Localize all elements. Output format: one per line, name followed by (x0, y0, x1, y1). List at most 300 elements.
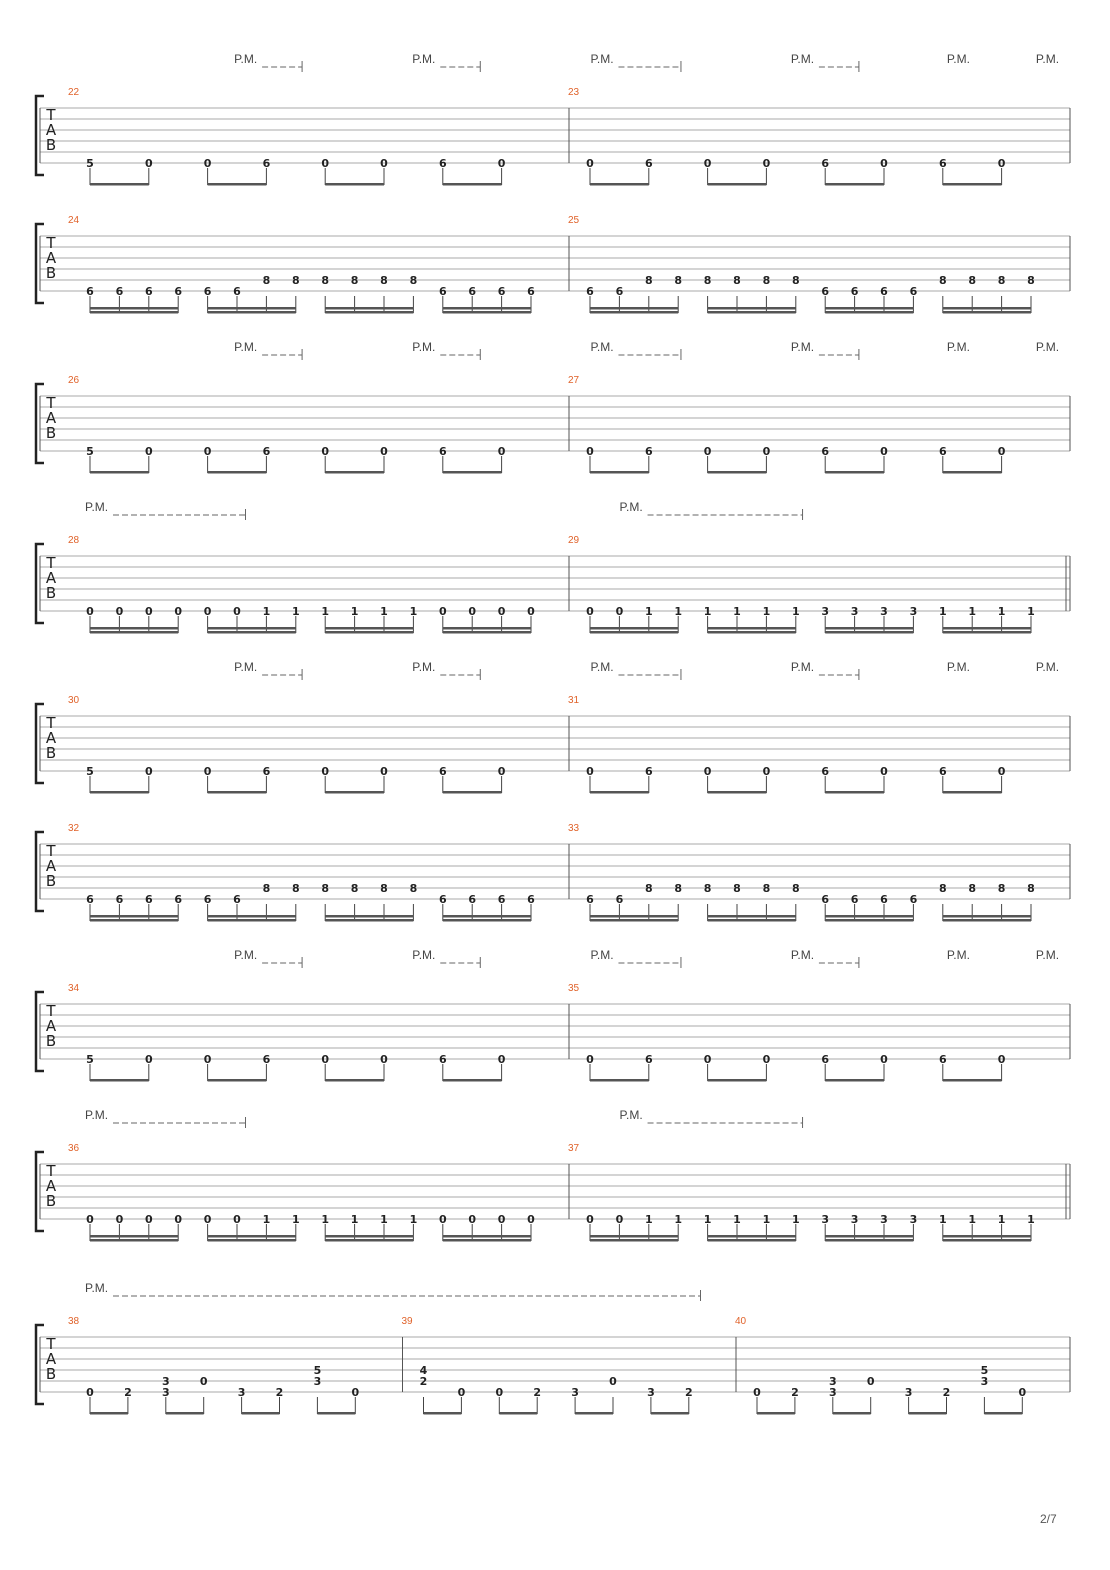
measure-number: 32 (68, 823, 80, 834)
fret-number: 6 (262, 1053, 271, 1066)
measure-number: 24 (68, 215, 80, 226)
palm-mute-label: P.M. (790, 660, 815, 674)
fret-number: 8 (733, 274, 741, 287)
fret-number: 0 (203, 1213, 212, 1226)
palm-mute-label: P.M. (1035, 52, 1060, 66)
beam (590, 631, 678, 634)
fret-number: 8 (968, 882, 977, 895)
fret-number: 0 (199, 1375, 208, 1388)
palm-mute-label: P.M. (1035, 340, 1060, 354)
tab-clef-letter: A (45, 409, 57, 427)
fret-number: 6 (438, 285, 447, 298)
fret-number: 0 (495, 1386, 504, 1399)
fret-number: 0 (203, 765, 212, 778)
tab-clef-letter: A (45, 121, 57, 139)
beam (825, 471, 884, 474)
fret-number: 0 (144, 1053, 153, 1066)
beam (443, 1239, 531, 1242)
fret-number: 0 (380, 765, 388, 778)
fret-number: 8 (321, 882, 330, 895)
fret-number: 6 (203, 285, 212, 298)
fret-number: 1 (1027, 605, 1035, 618)
fret-number: 1 (262, 605, 271, 618)
fret-number: 0 (497, 445, 506, 458)
fret-number: 1 (644, 605, 653, 618)
beam (443, 631, 531, 634)
fret-number: 6 (174, 893, 183, 906)
beam (208, 919, 296, 922)
beam (590, 471, 649, 474)
fret-number: 6 (821, 893, 830, 906)
measure-number: 29 (568, 535, 580, 546)
fret-number: 0 (144, 605, 153, 618)
fret-number: 6 (938, 765, 947, 778)
fret-number: 6 (821, 445, 830, 458)
beam (943, 471, 1002, 474)
fret-number: 1 (380, 605, 388, 618)
fret-number: 8 (1027, 882, 1035, 895)
fret-number: 1 (997, 605, 1006, 618)
fret-number: 0 (321, 765, 330, 778)
fret-number: 1 (968, 1213, 977, 1226)
fret-number: 0 (144, 445, 153, 458)
fret-number: 1 (703, 605, 712, 618)
fret-number: 1 (674, 1213, 683, 1226)
beam (208, 791, 267, 794)
beam (443, 183, 502, 186)
measure-number: 37 (568, 1143, 580, 1154)
beam (708, 631, 796, 634)
beam (708, 183, 767, 186)
palm-mute-label: P.M. (946, 660, 970, 674)
beam-secondary (443, 1235, 531, 1238)
fret-number: 8 (791, 274, 800, 287)
beam-secondary (208, 627, 296, 630)
beam (575, 1412, 613, 1415)
fret-number: 0 (703, 157, 712, 170)
fret-number: 0 (586, 605, 594, 618)
beam (325, 471, 384, 474)
fret-number: 0 (497, 157, 506, 170)
beam (443, 311, 531, 314)
palm-mute-label: P.M. (1035, 660, 1060, 674)
beam (943, 311, 1031, 314)
fret-number: 2 (684, 1386, 693, 1399)
fret-number: 1 (380, 1213, 388, 1226)
beam-secondary (943, 627, 1031, 630)
beam-secondary (90, 1235, 178, 1238)
tab-clef-letter: B (45, 264, 57, 282)
measure-number: 27 (568, 375, 580, 386)
tab-clef-letter: B (45, 1365, 57, 1383)
beam-secondary (325, 1235, 413, 1238)
beam (443, 791, 502, 794)
fret-number: 1 (350, 605, 359, 618)
beam (90, 183, 149, 186)
beam (757, 1412, 795, 1415)
fret-number: 1 (644, 1213, 653, 1226)
beam (325, 919, 413, 922)
fret-number: 8 (291, 274, 300, 287)
beam (825, 183, 884, 186)
fret-number: 0 (586, 765, 594, 778)
beam (943, 183, 1002, 186)
beam-secondary (208, 1235, 296, 1238)
beam-secondary (590, 307, 678, 310)
fret-number: 0 (351, 1386, 360, 1399)
beam (208, 311, 296, 314)
fret-number: 2 (791, 1386, 799, 1399)
tab-clef-letter: A (45, 1350, 57, 1368)
fret-number: 3 (821, 605, 830, 618)
palm-mute-label: P.M. (619, 500, 643, 514)
measure-number: 34 (68, 983, 80, 994)
beam-secondary (90, 627, 178, 630)
fret-number: 5 (86, 765, 94, 778)
beam (424, 1412, 462, 1415)
palm-mute-label: P.M. (234, 52, 258, 66)
fret-number: 0 (497, 765, 506, 778)
beam-secondary (708, 1235, 796, 1238)
palm-mute-label: P.M. (85, 1108, 109, 1122)
beam (708, 791, 767, 794)
measure-number: 23 (568, 87, 580, 98)
fret-number: 0 (468, 1213, 477, 1226)
fret-number: 0 (497, 1213, 506, 1226)
fret-number: 0 (438, 605, 447, 618)
beam-secondary (590, 915, 678, 918)
fret-number: 0 (438, 1213, 447, 1226)
fret-number: 2 (419, 1375, 428, 1388)
fret-number: 0 (527, 605, 535, 618)
fret-number: 6 (850, 893, 859, 906)
tab-clef-letter: T (46, 554, 56, 572)
beam (708, 471, 767, 474)
fret-number: 0 (880, 445, 888, 458)
beam-secondary (590, 627, 678, 630)
fret-number: 0 (753, 1386, 761, 1399)
beam (208, 471, 267, 474)
fret-number: 5 (86, 157, 94, 170)
fret-number: 0 (703, 1053, 712, 1066)
fret-number: 6 (438, 765, 447, 778)
fret-number: 3 (161, 1386, 170, 1399)
fret-number: 2 (942, 1386, 951, 1399)
fret-number: 0 (609, 1375, 617, 1388)
beam (943, 1079, 1002, 1082)
fret-number: 0 (703, 765, 712, 778)
tab-clef-letter: B (45, 744, 57, 762)
tab-clef-letter: T (46, 714, 56, 732)
fret-number: 1 (997, 1213, 1006, 1226)
fret-number: 6 (527, 893, 535, 906)
fret-number: 1 (938, 605, 947, 618)
fret-number: 3 (647, 1386, 655, 1399)
fret-number: 6 (644, 157, 653, 170)
fret-number: 8 (938, 274, 947, 287)
beam (325, 1079, 384, 1082)
beam-secondary (208, 915, 296, 918)
fret-number: 6 (497, 893, 506, 906)
fret-number: 1 (674, 605, 683, 618)
beam (909, 1412, 947, 1415)
fret-number: 0 (457, 1386, 466, 1399)
fret-number: 6 (880, 285, 888, 298)
measure-number: 40 (735, 1316, 747, 1327)
fret-number: 0 (203, 445, 212, 458)
beam-secondary (325, 627, 413, 630)
fret-number: 6 (438, 1053, 447, 1066)
palm-mute-label: P.M. (946, 52, 970, 66)
fret-number: 0 (174, 605, 183, 618)
fret-number: 3 (571, 1386, 579, 1399)
fret-number: 8 (997, 274, 1006, 287)
beam-secondary (325, 307, 413, 310)
fret-number: 0 (997, 157, 1006, 170)
fret-number: 0 (144, 765, 153, 778)
fret-number: 6 (115, 285, 124, 298)
fret-number: 0 (144, 157, 153, 170)
fret-number: 5 (86, 1053, 94, 1066)
palm-mute-label: P.M. (234, 340, 258, 354)
fret-number: 1 (321, 1213, 330, 1226)
fret-number: 8 (674, 882, 683, 895)
fret-number: 3 (828, 1375, 837, 1388)
fret-number: 6 (938, 157, 947, 170)
palm-mute-label: P.M. (412, 660, 436, 674)
fret-number: 0 (468, 605, 477, 618)
fret-number: 3 (850, 1213, 859, 1226)
fret-number: 6 (262, 765, 271, 778)
tab-clef-letter: B (45, 1032, 57, 1050)
beam-secondary (443, 307, 531, 310)
fret-number: 0 (233, 1213, 241, 1226)
beam (90, 1079, 149, 1082)
beam-secondary (825, 915, 913, 918)
fret-number: 0 (586, 1213, 594, 1226)
beam (208, 1079, 267, 1082)
beam-secondary (90, 915, 178, 918)
measure-number: 22 (68, 87, 80, 98)
fret-number: 3 (980, 1375, 989, 1388)
measure-number: 28 (68, 535, 80, 546)
measure-number: 36 (68, 1143, 80, 1154)
fret-number: 8 (733, 882, 741, 895)
beam (499, 1412, 537, 1415)
tab-clef-letter: B (45, 872, 57, 890)
tab-clef-letter: T (46, 1335, 56, 1353)
fret-number: 0 (233, 605, 241, 618)
measure-number: 38 (68, 1316, 80, 1327)
fret-number: 0 (762, 157, 771, 170)
fret-number: 1 (733, 605, 741, 618)
beam (90, 311, 178, 314)
measure-number: 31 (568, 695, 580, 706)
beam (825, 919, 913, 922)
fret-number: 0 (586, 157, 594, 170)
fret-number: 6 (174, 285, 183, 298)
beam (943, 1239, 1031, 1242)
fret-number: 0 (174, 1213, 183, 1226)
fret-number: 1 (791, 1213, 800, 1226)
fret-number: 3 (880, 605, 888, 618)
beam (833, 1412, 871, 1415)
fret-number: 6 (821, 285, 830, 298)
fret-number: 0 (762, 765, 771, 778)
beam (90, 919, 178, 922)
beam-secondary (943, 1235, 1031, 1238)
fret-number: 0 (615, 1213, 624, 1226)
fret-number: 1 (703, 1213, 712, 1226)
fret-number: 6 (821, 157, 830, 170)
fret-number: 1 (938, 1213, 947, 1226)
beam-secondary (943, 307, 1031, 310)
fret-number: 6 (644, 445, 653, 458)
fret-number: 0 (615, 605, 624, 618)
beam (443, 1079, 502, 1082)
beam (590, 919, 678, 922)
tab-clef-letter: T (46, 106, 56, 124)
fret-number: 8 (644, 274, 653, 287)
tab-clef-letter: A (45, 1017, 57, 1035)
beam-secondary (825, 1235, 913, 1238)
palm-mute-label: P.M. (234, 660, 258, 674)
beam (325, 183, 384, 186)
beam (325, 791, 384, 794)
beam-secondary (325, 915, 413, 918)
fret-number: 6 (262, 445, 271, 458)
measure-number: 25 (568, 215, 580, 226)
palm-mute-label: P.M. (85, 500, 109, 514)
fret-number: 1 (291, 1213, 300, 1226)
fret-number: 6 (938, 445, 947, 458)
tab-clef-letter: B (45, 424, 57, 442)
palm-mute-label: P.M. (412, 948, 436, 962)
fret-number: 6 (86, 893, 94, 906)
beam-secondary (825, 307, 913, 310)
tab-clef-letter: T (46, 1162, 56, 1180)
fret-number: 8 (321, 274, 330, 287)
beam (325, 631, 413, 634)
fret-number: 0 (703, 445, 712, 458)
palm-mute-label: P.M. (590, 340, 614, 354)
beam-secondary (443, 915, 531, 918)
fret-number: 0 (880, 765, 888, 778)
fret-number: 6 (262, 157, 271, 170)
fret-number: 1 (733, 1213, 741, 1226)
beam (825, 1239, 913, 1242)
fret-number: 8 (644, 882, 653, 895)
fret-number: 6 (821, 1053, 830, 1066)
beam (984, 1412, 1022, 1415)
fret-number: 3 (880, 1213, 888, 1226)
tab-clef-letter: A (45, 729, 57, 747)
palm-mute-label: P.M. (790, 340, 815, 354)
fret-number: 0 (997, 1053, 1006, 1066)
fret-number: 0 (203, 157, 212, 170)
tab-clef-letter: T (46, 234, 56, 252)
fret-number: 0 (144, 1213, 153, 1226)
fret-number: 6 (438, 157, 447, 170)
fret-number: 3 (850, 605, 859, 618)
beam (90, 1412, 128, 1415)
fret-number: 3 (909, 605, 918, 618)
fret-number: 6 (586, 893, 594, 906)
fret-number: 8 (380, 274, 388, 287)
fret-number: 0 (762, 445, 771, 458)
fret-number: 8 (703, 882, 712, 895)
fret-number: 1 (291, 605, 300, 618)
fret-number: 6 (144, 893, 153, 906)
fret-number: 2 (533, 1386, 542, 1399)
tab-clef-letter: B (45, 1192, 57, 1210)
beam (825, 631, 913, 634)
fret-number: 0 (321, 157, 330, 170)
beam (208, 631, 296, 634)
fret-number: 1 (762, 605, 771, 618)
palm-mute-label: P.M. (590, 660, 614, 674)
fret-number: 3 (313, 1375, 322, 1388)
fret-number: 6 (233, 285, 241, 298)
beam (943, 631, 1031, 634)
palm-mute-label: P.M. (590, 948, 614, 962)
fret-number: 1 (1027, 1213, 1035, 1226)
palm-mute-label: P.M. (619, 1108, 643, 1122)
beam-secondary (590, 1235, 678, 1238)
fret-number: 6 (233, 893, 241, 906)
tab-clef-letter: A (45, 249, 57, 267)
palm-mute-label: P.M. (946, 948, 970, 962)
fret-number: 1 (409, 1213, 418, 1226)
fret-number: 6 (615, 285, 624, 298)
beam (708, 919, 796, 922)
fret-number: 5 (980, 1364, 989, 1377)
beam-secondary (208, 307, 296, 310)
palm-mute-label: P.M. (234, 948, 258, 962)
fret-number: 6 (497, 285, 506, 298)
fret-number: 8 (791, 882, 800, 895)
beam (590, 1239, 678, 1242)
tab-clef-letter: B (45, 584, 57, 602)
fret-number: 3 (828, 1386, 837, 1399)
fret-number: 8 (262, 274, 271, 287)
fret-number: 5 (313, 1364, 322, 1377)
fret-number: 0 (380, 157, 388, 170)
palm-mute-label: P.M. (946, 340, 970, 354)
beam (943, 791, 1002, 794)
measure-number: 35 (568, 983, 580, 994)
beam (825, 1079, 884, 1082)
beam (90, 631, 178, 634)
fret-number: 6 (909, 285, 918, 298)
fret-number: 0 (497, 1053, 506, 1066)
fret-number: 0 (527, 1213, 535, 1226)
fret-number: 0 (586, 445, 594, 458)
fret-number: 6 (438, 893, 447, 906)
fret-number: 8 (409, 274, 418, 287)
fret-number: 0 (115, 1213, 124, 1226)
fret-number: 0 (321, 445, 330, 458)
fret-number: 1 (350, 1213, 359, 1226)
fret-number: 3 (904, 1386, 913, 1399)
fret-number: 0 (86, 605, 94, 618)
fret-number: 3 (161, 1375, 170, 1388)
fret-number: 3 (909, 1213, 918, 1226)
tab-clef-letter: A (45, 857, 57, 875)
fret-number: 1 (968, 605, 977, 618)
fret-number: 0 (203, 605, 212, 618)
beam-secondary (708, 915, 796, 918)
